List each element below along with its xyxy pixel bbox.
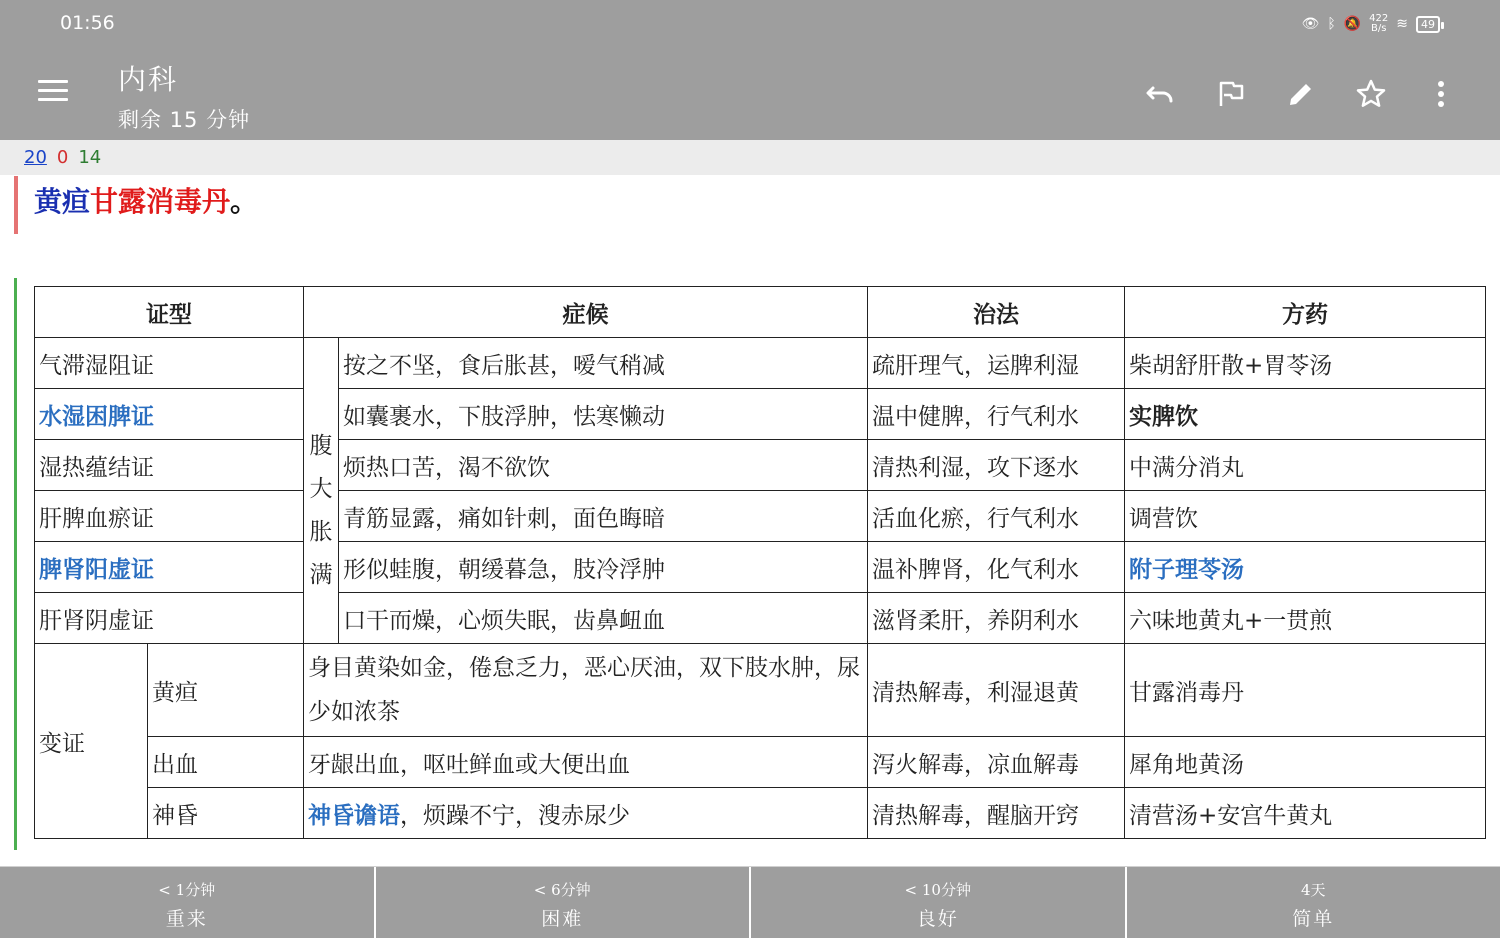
flag-icon [1215, 78, 1247, 110]
table-header-row [35, 287, 1486, 338]
answer-table [34, 286, 1486, 839]
cell-complication-label: 变证 [35, 644, 148, 839]
header-formula: 方药 [1125, 287, 1486, 338]
cell-type: 湿热蕴结证 [35, 440, 304, 491]
cell-type: 肝肾阴虚证 [35, 593, 304, 644]
counts-bar [0, 140, 1500, 175]
good-interval: < 10分钟 [751, 879, 1125, 900]
more-icon [1425, 78, 1457, 110]
cell-symptoms: 身目黄染如金，倦怠乏力，恶心厌油，双下肢水肿，尿少如浓茶 [304, 644, 868, 737]
question-term: 黄疸 [34, 185, 90, 218]
again-label: 重来 [0, 904, 374, 931]
table-row [35, 440, 1486, 491]
star-icon [1355, 78, 1387, 110]
cell-treatment: 疏肝理气，运脾利湿 [868, 338, 1125, 389]
deck-title: 内科 [118, 58, 250, 98]
network-speed: 422 B/s [1369, 14, 1388, 34]
hard-label: 困难 [376, 904, 750, 931]
cell-formula: 附子理苓汤 [1125, 542, 1486, 593]
edit-icon [1285, 78, 1317, 110]
review-count: 14 [78, 147, 101, 168]
time-remaining: 剩余 15 分钟 [118, 104, 250, 134]
star-button[interactable] [1336, 72, 1406, 116]
undo-button[interactable] [1126, 72, 1196, 116]
cell-formula: 柴胡舒肝散+胃苓汤 [1125, 338, 1486, 389]
status-icons [1302, 12, 1440, 36]
eye-icon: 👁 [1302, 16, 1320, 32]
battery-icon: 49 [1416, 16, 1440, 33]
header-symptoms: 症候 [304, 287, 868, 338]
learning-count: 0 [57, 147, 68, 168]
cell-type: 水湿困脾证 [35, 389, 304, 440]
cell-formula: 六味地黄丸+一贯煎 [1125, 593, 1486, 644]
bluetooth-icon: ᛒ [1327, 16, 1335, 32]
status-time: 01:56 [60, 12, 115, 34]
cell-formula: 犀角地黄汤 [1125, 737, 1486, 788]
answer-divider [14, 278, 17, 850]
cell-type: 肝脾血瘀证 [35, 491, 304, 542]
cell-symptoms: 神昏谵语，烦躁不宁，溲赤尿少 [304, 788, 868, 839]
cell-type: 脾肾阳虚证 [35, 542, 304, 593]
easy-button[interactable] [1127, 867, 1500, 938]
flag-button[interactable] [1196, 72, 1266, 116]
question-punct: 。 [230, 185, 258, 218]
cell-treatment: 温中健脾，行气利水 [868, 389, 1125, 440]
new-count[interactable]: 20 [24, 147, 47, 168]
hard-button[interactable] [376, 867, 752, 938]
table-row [35, 491, 1486, 542]
card-counts [24, 147, 101, 168]
table-row [35, 788, 1486, 839]
cell-treatment: 清热解毒，利湿退黄 [868, 644, 1125, 737]
table-row [35, 542, 1486, 593]
cell-symptoms: 如囊裹水，下肢浮肿，怯寒懒动 [339, 389, 868, 440]
cell-type: 气滞湿阻证 [35, 338, 304, 389]
undo-icon [1145, 78, 1177, 110]
answer-buttons [0, 866, 1500, 938]
cell-symptoms: 烦热口苦，渴不欲饮 [339, 440, 868, 491]
cell-symptoms: 牙龈出血，呕吐鲜血或大便出血 [304, 737, 868, 788]
cell-symptoms: 按之不坚，食后胀甚，嗳气稍减 [339, 338, 868, 389]
cell-treatment: 泻火解毒，凉血解毒 [868, 737, 1125, 788]
wifi-icon: ≋ [1396, 16, 1408, 32]
app-bar [0, 0, 1500, 140]
cell-formula: 调营饮 [1125, 491, 1486, 542]
cell-treatment: 清热解毒，醒脑开窍 [868, 788, 1125, 839]
cell-complication-name: 神昏 [148, 788, 304, 839]
table-row [35, 644, 1486, 737]
hard-interval: < 6分钟 [376, 879, 750, 900]
again-button[interactable] [0, 867, 376, 938]
more-options-button[interactable] [1406, 72, 1476, 116]
mute-icon: 🔕 [1344, 16, 1361, 32]
good-label: 良好 [751, 904, 1125, 931]
vertical-label: 腹 大 胀 满 [304, 338, 339, 644]
title-block [118, 58, 250, 134]
good-button[interactable] [751, 867, 1127, 938]
cell-formula: 中满分消丸 [1125, 440, 1486, 491]
table-row [35, 737, 1486, 788]
cell-complication-name: 黄疸 [148, 644, 304, 737]
toolbar-actions [1126, 72, 1476, 116]
cell-complication-name: 出血 [148, 737, 304, 788]
again-interval: < 1分钟 [0, 879, 374, 900]
table-row [35, 389, 1486, 440]
cell-formula: 甘露消毒丹 [1125, 644, 1486, 737]
header-type: 证型 [35, 287, 304, 338]
cell-treatment: 温补脾肾，化气利水 [868, 542, 1125, 593]
cell-formula: 实脾饮 [1125, 389, 1486, 440]
cell-treatment: 滋肾柔肝，养阴利水 [868, 593, 1125, 644]
cell-treatment: 清热利湿，攻下逐水 [868, 440, 1125, 491]
question-cloze: 甘露消毒丹 [90, 185, 230, 218]
menu-icon[interactable] [38, 80, 68, 104]
cell-symptoms: 青筋显露，痛如针刺，面色晦暗 [339, 491, 868, 542]
table-row [35, 593, 1486, 644]
cell-formula: 清营汤+安宫牛黄丸 [1125, 788, 1486, 839]
easy-label: 简单 [1127, 904, 1500, 931]
easy-interval: 4天 [1127, 879, 1500, 900]
card-question [14, 176, 258, 234]
cell-symptoms: 形似蛙腹，朝缓暮急，肢冷浮肿 [339, 542, 868, 593]
table-row [35, 338, 1486, 389]
cell-treatment: 活血化瘀，行气利水 [868, 491, 1125, 542]
cell-symptoms: 口干而燥，心烦失眠，齿鼻衄血 [339, 593, 868, 644]
header-treatment: 治法 [868, 287, 1125, 338]
edit-button[interactable] [1266, 72, 1336, 116]
